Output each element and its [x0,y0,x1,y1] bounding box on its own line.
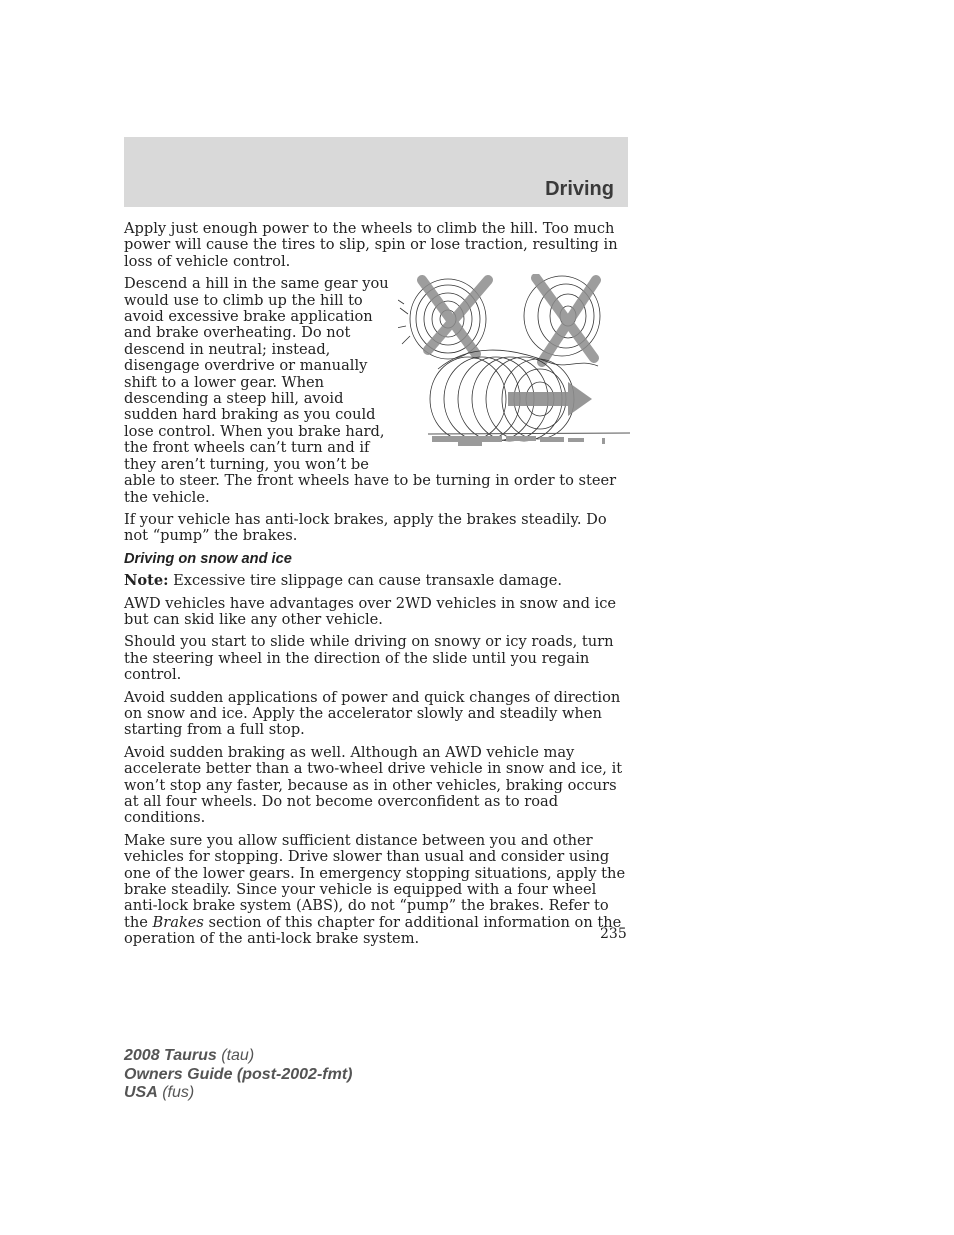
note-text: Excessive tire slippage can cause transaxle damage. [168,572,563,590]
brakes-reference: Brakes [152,913,204,931]
document-footer [124,1047,352,1103]
stopping-text-2: section of this chapter for additional information on the operation of the anti-lock brake system. [124,913,622,948]
page-content [124,221,630,954]
note-label: Note: [124,572,169,590]
footer-market-code: (fus) [157,1084,195,1101]
paragraph-slide: Should you start to slide while driving on snowy or icy roads, turn the steering wheel in the direction of the slide until you regain control. [124,633,614,684]
footer-guide: Owners Guide (post-2002-fmt) [124,1065,353,1083]
note-paragraph [124,573,630,589]
section-header [124,137,628,207]
stopping-text-1: Make sure you allow sufficient distance between you and other vehicles for stopping. Drive slower than usual and consider using one of the lower gears. In emergency stopping situations, apply the brake steadily. Since your vehicle is equipped with a four wheel anti-lock brake system (ABS), do not “pump” the brakes. Refer to the [124,831,626,931]
footer-model: 2008 Taurus [124,1047,217,1064]
footer-line-3 [124,1084,352,1103]
tire-traction-illustration-icon [398,274,638,464]
footer-market: USA [124,1084,158,1101]
subheading-snow-ice: Driving on snow and ice [124,550,292,567]
footer-line-1 [124,1047,352,1066]
footer-model-code: (tau) [216,1047,255,1064]
paragraph-sudden-power: Avoid sudden applications of power and quick changes of direction on snow and ice. Apply the accelerator slowly and steadily when starting from a full stop. [124,688,621,739]
paragraph-descend-hill: Descend a hill in the same gear you would use to climb up the hill to avoid excessive brake application and brake overheating. Do not descend in neutral; instead, disengage overdrive or manually shift to a lower gear. When descending a steep hill, avoid sudden hard braking as you could lose control. When you brake hard, the front wheels can’t turn and if they aren’t turning, you won’t be able to steer. The front wheels have to be turning in order to steer the vehicle. [124,275,617,506]
section-title: Driving [545,178,614,200]
paragraph-anti-lock: If your vehicle has anti-lock brakes, apply the brakes steadily. Do not “pump” the brakes. [124,510,607,545]
page-number: 235 [600,926,627,942]
paragraph-awd: AWD vehicles have advantages over 2WD vehicles in snow and ice but can skid like any other vehicle. [124,594,617,628]
paragraph-stopping-distance [124,833,630,948]
footer-line-2 [124,1066,352,1085]
paragraph-hill-climb: Apply just enough power to the wheels to climb the hill. Too much power will cause the tires to slip, spin or lose traction, resulting in loss of vehicle control. [124,220,618,270]
paragraph-sudden-braking: Avoid sudden braking as well. Although an AWD vehicle may accelerate better than a two-wheel drive vehicle in snow and ice, it won’t stop any faster, because as in other vehicles, braking occurs at all four wheels. Do not become overconfident as to road conditions. [124,743,623,827]
